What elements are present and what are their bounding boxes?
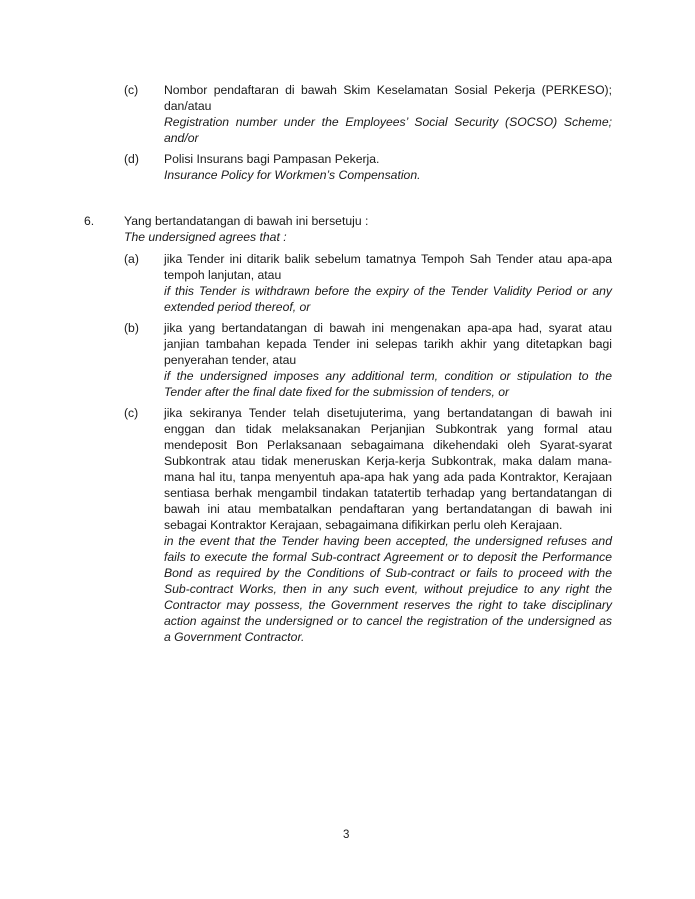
malay-text: sentiasa berhak mengambil tindakan tatatertib terhadap yang bertandatangan di (164, 486, 612, 500)
malay-text: jika Tender ini ditarik balik sebelum tamatnya Tempoh Sah Tender atau apa-apa (164, 252, 612, 266)
english-text: Tender after the final date fixed for the submission of tenders, or (164, 385, 510, 399)
malay-text: Polisi Insurans bagi Pampasan Pekerja. (164, 152, 380, 166)
malay-text: mendeposit Bon Perlaksanaan sebagaimana dikehendaki oleh Syarat-syarat (164, 438, 612, 452)
section-heading-malay: Yang bertandatangan di bawah ini bersetuju : (124, 214, 369, 228)
english-text: Sub-contract Works, then in any such event, without prejudice to any right the (164, 582, 612, 596)
english-text: action against the undersigned or to cancel the registration of the undersigned as (164, 614, 612, 628)
section-heading-english: The undersigned agrees that : (124, 230, 287, 244)
malay-text: janjian tambahan kepada Tender ini selepas tarikh akhir yang ditetapkan bagi (164, 337, 612, 351)
malay-text: penyerahan tender, atau (164, 353, 297, 367)
english-text: Contractor may possess, the Government reserves the right to take disciplinary (164, 598, 612, 612)
section-number: 6. (84, 214, 95, 228)
malay-text: jika yang bertandatangan di bawah ini mengenakan apa-apa had, syarat atau (164, 321, 612, 335)
item-label: (d) (124, 152, 139, 166)
english-text: Bond as required by the Conditions of Sub-contract or fails to proceed with the (164, 566, 612, 580)
subitem-label: (a) (124, 252, 139, 266)
english-text: if this Tender is withdrawn before the expiry of the Tender Validity Period or any (164, 284, 612, 298)
malay-text: bawah ini atau membatalkan pendaftaran yang bertandatangan di bawah ini (164, 502, 612, 516)
english-text: Registration number under the Employees’ Social Security (SOCSO) Scheme; (164, 115, 612, 129)
malay-text: jika sekiranya Tender telah disetujuterima, yang bertandatangan di bawah ini (164, 406, 612, 420)
english-text: Insurance Policy for Workmen’s Compensation. (164, 168, 421, 182)
english-text: and/or (164, 131, 199, 145)
english-text: extended period thereof, or (164, 300, 311, 314)
malay-text: tempoh lanjutan, atau (164, 268, 282, 282)
english-text: a Government Contractor. (164, 630, 305, 644)
malay-text: dan/atau (164, 99, 212, 113)
page-number: 3 (343, 829, 350, 841)
english-text: if the undersigned imposes any additional term, condition or stipulation to the (164, 369, 612, 383)
subitem-label: (c) (124, 406, 139, 420)
malay-text: Nombor pendaftaran di bawah Skim Keselamatan Sosial Pekerja (PERKESO); (164, 83, 612, 97)
malay-text: Subkontrak atau tidak meneruskan Kerja-kerja Subkontrak, maka dalam mana- (164, 454, 612, 468)
malay-text: sebagai Kontraktor Kerajaan, sebagaimana difikirkan perlu oleh Kerajaan. (164, 518, 563, 532)
item-label: (c) (124, 83, 139, 97)
english-text: in the event that the Tender having been accepted, the undersigned refuses and (164, 534, 612, 548)
english-text: fails to execute the formal Sub-contract Agreement or to deposit the Performance (164, 550, 612, 564)
subitem-label: (b) (124, 321, 139, 335)
malay-text: mana hal itu, tanpa menyentuh apa-apa hak yang ada pada Kontraktor, Kerajaan (164, 470, 612, 484)
malay-text: enggan dan tidak melaksanakan Perjanjian Subkontrak yang formal atau (164, 422, 612, 436)
